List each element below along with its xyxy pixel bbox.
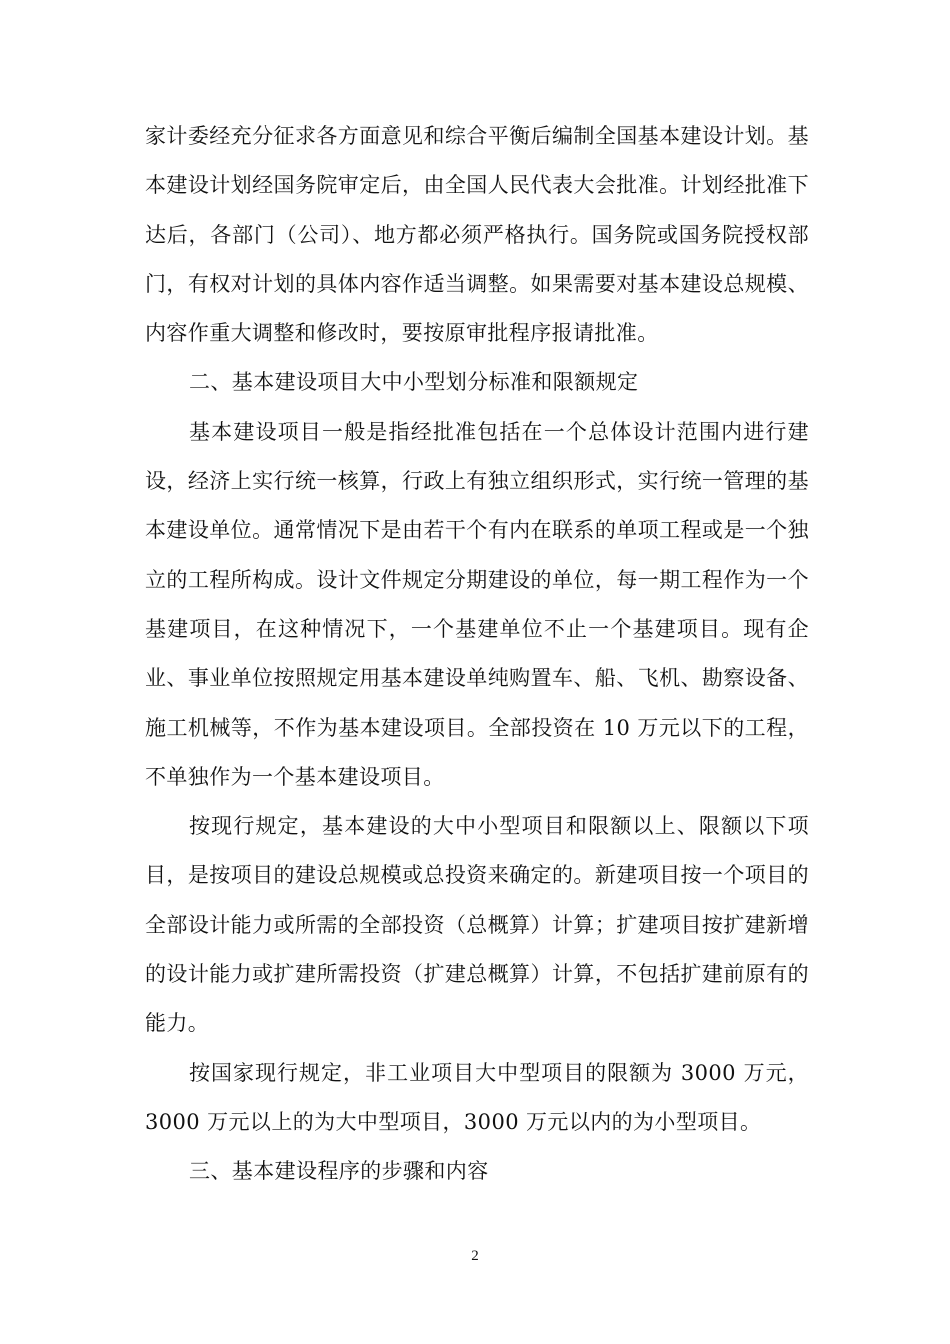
paragraph-size-rules: 按现行规定，基本建设的大中小型项目和限额以上、限额以下项目，是按项目的建设总规模或总投资来确定的。新建项目按一个项目的全部设计能力或所需的全部投资（总概算）计算；扩建项目按扩建新增的设计能力或扩建所需投资（扩建总概算）计算，不包括扩建前原有的能力。: [145, 814, 809, 1036]
paragraph-limit-amount: 按国家现行规定，非工业项目大中型项目的限额为 3000 万元，3000 万元以上的为大中型项目，3000 万元以内的为小型项目。: [145, 1060, 809, 1134]
section-heading-3: 三、基本建设程序的步骤和内容: [189, 1159, 489, 1184]
paragraph-project-definition: 基本建设项目一般是指经批准包括在一个总体设计范围内进行建设，经济上实行统一核算，行政上有独立组织形式，实行统一管理的基本建设单位。通常情况下是由若干个有内在联系的单项工程或是一个独立的工程所构成。设计文件规定分期建设的单位，每一期工程作为一个基建项目，在这种情况下，一个基建单位不止一个基建项目。现有企业、事业单位按照规定用基本建设单纯购置车、船、飞机、勘察设备、施工机械等，不作为基本建设项目。全部投资在 10 万元以下的工程，不单独作为一个基本建设项目。: [145, 419, 809, 789]
page-number: 2: [471, 1248, 479, 1264]
paragraph-continued-plan: 家计委经充分征求各方面意见和综合平衡后编制全国基本建设计划。基本建设计划经国务院审定后，由全国人民代表大会批准。计划经批准下达后，各部门（公司）、地方都必须严格执行。国务院或国务院授权部门，有权对计划的具体内容作适当调整。如果需要对基本建设总规模、内容作重大调整和修改时，要按原审批程序报请批准。: [145, 124, 809, 346]
document-body: [145, 112, 809, 1197]
section-heading-2: 二、基本建设项目大中小型划分标准和限额规定: [189, 370, 639, 395]
